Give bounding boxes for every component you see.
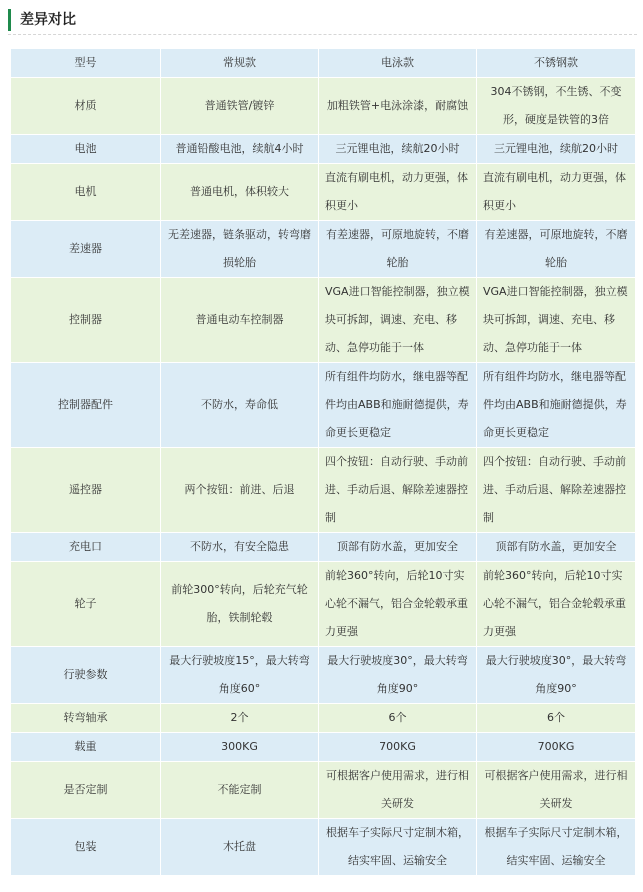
table-row [11, 278, 636, 363]
row-label: 电池 [11, 135, 161, 164]
table-row [11, 733, 636, 762]
row-label: 遥控器 [11, 448, 161, 533]
table-header-row [11, 49, 636, 78]
table-cell: 不能定制 [161, 762, 319, 819]
row-label: 差速器 [11, 221, 161, 278]
column-header: 型号 [11, 49, 161, 78]
table-cell: 有差速器，可原地旋转，不磨轮胎 [477, 221, 636, 278]
table-cell: 最大行驶坡度15°，最大转弯角度60° [161, 647, 319, 704]
row-label: 轮子 [11, 562, 161, 647]
table-cell: 304不锈钢，不生锈、不变形，硬度是铁管的3倍 [477, 78, 636, 135]
table-cell: 300KG [161, 733, 319, 762]
table-cell: 700KG [319, 733, 477, 762]
row-label: 包装 [11, 819, 161, 876]
row-label: 控制器配件 [11, 363, 161, 448]
table-cell: 三元锂电池，续航20小时 [477, 135, 636, 164]
table-row [11, 135, 636, 164]
comparison-table [10, 48, 636, 876]
section-header [8, 0, 637, 35]
table-cell: 四个按钮：自动行驶、手动前进、手动后退、解除差速器控制 [477, 448, 636, 533]
table-cell: 三元锂电池，续航20小时 [319, 135, 477, 164]
table-cell: 普通电动车控制器 [161, 278, 319, 363]
table-cell: 根据车子实际尺寸定制木箱，结实牢固、运输安全 [319, 819, 477, 876]
row-label: 材质 [11, 78, 161, 135]
table-row [11, 704, 636, 733]
table-cell: 所有组件均防水，继电器等配件均由ABB和施耐德提供，寿命更长更稳定 [477, 363, 636, 448]
table-cell: 不防水，寿命低 [161, 363, 319, 448]
table-cell: 所有组件均防水，继电器等配件均由ABB和施耐德提供，寿命更长更稳定 [319, 363, 477, 448]
table-cell: 6个 [319, 704, 477, 733]
table-row [11, 762, 636, 819]
row-label: 转弯轴承 [11, 704, 161, 733]
table-cell: 普通电机，体积较大 [161, 164, 319, 221]
table-row [11, 363, 636, 448]
table-cell: 最大行驶坡度30°，最大转弯角度90° [477, 647, 636, 704]
section-accent-bar [8, 9, 11, 31]
row-label: 行驶参数 [11, 647, 161, 704]
table-cell: 可根据客户使用需求，进行相关研发 [319, 762, 477, 819]
table-row [11, 164, 636, 221]
column-header: 电泳款 [319, 49, 477, 78]
table-cell: 6个 [477, 704, 636, 733]
table-cell: 直流有刷电机，动力更强，体积更小 [477, 164, 636, 221]
table-cell: 顶部有防水盖，更加安全 [319, 533, 477, 562]
table-cell: 前轮300°转向，后轮充气轮胎，铁制轮毂 [161, 562, 319, 647]
table-row [11, 562, 636, 647]
table-cell: 最大行驶坡度30°，最大转弯角度90° [319, 647, 477, 704]
table-cell: VGA进口智能控制器，独立模块可拆卸，调速、充电、移动、急停功能于一体 [319, 278, 477, 363]
table-cell: 前轮360°转向，后轮10寸实心轮不漏气，铝合金轮毂承重力更强 [477, 562, 636, 647]
table-row [11, 819, 636, 876]
table-row [11, 533, 636, 562]
table-row [11, 647, 636, 704]
table-cell: 普通铁管/镀锌 [161, 78, 319, 135]
row-label: 电机 [11, 164, 161, 221]
table-cell: 2个 [161, 704, 319, 733]
table-row [11, 78, 636, 135]
column-header: 常规款 [161, 49, 319, 78]
table-cell: 普通铅酸电池，续航4小时 [161, 135, 319, 164]
row-label: 是否定制 [11, 762, 161, 819]
table-cell: 700KG [477, 733, 636, 762]
table-cell: 前轮360°转向，后轮10寸实心轮不漏气，铝合金轮毂承重力更强 [319, 562, 477, 647]
table-cell: 直流有刷电机，动力更强，体积更小 [319, 164, 477, 221]
table-cell: 不防水，有安全隐患 [161, 533, 319, 562]
table-cell: 木托盘 [161, 819, 319, 876]
table-cell: 有差速器，可原地旋转，不磨轮胎 [319, 221, 477, 278]
table-cell: VGA进口智能控制器，独立模块可拆卸，调速、充电、移动、急停功能于一体 [477, 278, 636, 363]
column-header: 不锈钢款 [477, 49, 636, 78]
table-cell: 两个按钮：前进、后退 [161, 448, 319, 533]
table-cell: 四个按钮：自动行驶、手动前进、手动后退、解除差速器控制 [319, 448, 477, 533]
table-row [11, 448, 636, 533]
table-cell: 加粗铁管+电泳涂漆，耐腐蚀 [319, 78, 477, 135]
table-cell: 根据车子实际尺寸定制木箱，结实牢固、运输安全 [477, 819, 636, 876]
row-label: 充电口 [11, 533, 161, 562]
table-cell: 顶部有防水盖，更加安全 [477, 533, 636, 562]
row-label: 控制器 [11, 278, 161, 363]
table-cell: 无差速器，链条驱动，转弯磨损轮胎 [161, 221, 319, 278]
section-title: 差异对比 [20, 12, 76, 28]
row-label: 载重 [11, 733, 161, 762]
table-cell: 可根据客户使用需求，进行相关研发 [477, 762, 636, 819]
table-row [11, 221, 636, 278]
